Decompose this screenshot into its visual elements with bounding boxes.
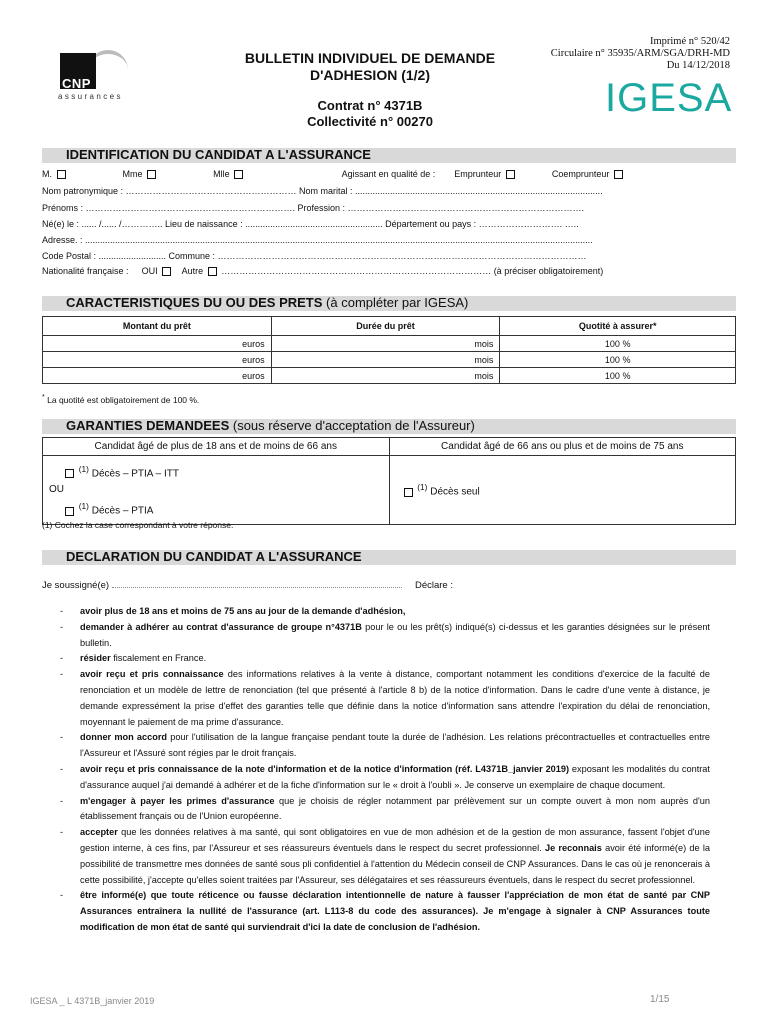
prets-title-text: CARACTERISTIQUES DU OU DES PRETS [66,295,323,310]
form-reference [520,36,730,72]
document-title [225,50,515,84]
list-item: - demander à adhérer au contrat d'assurance de groupe n°4371B pour le ou les prêt(s) indiqué(s) ci-dessus et les garanties désignées sur le présent bulletin. [60,621,710,648]
label-nationalite: Nationalité française : [42,266,129,276]
soussigne-field[interactable] [112,579,402,588]
header-quotite: Quotité à assurer* [500,317,736,336]
imprime-number: Imprimé n° 520/42 [649,36,730,47]
list-item: - avoir plus de 18 ans et moins de 75 ans au jour de la demande d'adhésion, [60,606,406,616]
label-oui: OUI [141,266,158,276]
label-coemprunteur: Coemprunteur [551,169,610,179]
label-mlle: Mlle [213,169,230,179]
montant-cell[interactable]: euros [43,336,272,352]
label-mme: Mme [122,169,143,179]
checkbox-deces-seul[interactable] [404,488,413,497]
list-item: - être informé(e) que toute réticence ou fausse déclaration intentionnelle de nature à fausser l'appréciation de mon état de santé par CNP Assurances entraînera la nullité de l'assurance (art. L113-8 du code des assurances). Je m'engage à signaler à CNP Assurances toute modification de mon état de santé qui surviendrait d'ici la date de conclusion de l'adhésion. [60,890,710,932]
checkbox-oui[interactable] [162,267,171,276]
footer-reference: IGESA _ L 4371B_janvier 2019 [30,996,155,1006]
option-deces-seul[interactable] [396,482,730,497]
garanties-footnote: (1) Cochez la case correspondant à votre réponse. [42,520,234,530]
checkbox-m[interactable] [57,170,66,179]
montant-cell[interactable]: euros [43,352,272,368]
page-number: 1/15 [650,994,670,1005]
option-label: Décès – PTIA – ITT [91,468,180,480]
label-soussigne: Je soussigné(e) [42,580,110,591]
prenoms-row[interactable]: Prénoms : ……………………………………………………………. Profession : ……………………………………………………………………. [42,203,585,213]
list-item: - avoir reçu et pris connaissance de la note d'information et de la notice d'information (réf. L4371B_janvier 2019) exposant les modalités du contrat d'assurance auquel j'ai demandé à adhérer et de la fiche d'information sur le « droit à l'oubli ». Je conserve un exemplaire de chaque document. [60,763,710,790]
garanties-col1-options [43,456,390,525]
prets-table-header [43,317,736,336]
label-emprunteur: Emprunteur [454,169,502,179]
adresse-row[interactable]: Adresse. : ........................................................................................................................................................................................................... [42,235,593,245]
nationalite-row [42,266,603,276]
checkbox-deces-ptia-itt[interactable] [65,469,74,478]
garanties-col2-header: Candidat âgé de 66 ans ou plus et de moins de 75 ans [389,438,736,456]
option-deces-ptia-itt[interactable] [49,461,383,482]
list-item: - donner mon accord pour l'utilisation de la langue française pendant toute la durée de l'adhésion. Les relations précontractuelles et contractuelles entre l'Assureur et l'Assuré sont régies par le droit français. [60,732,710,759]
soussigne-row [42,579,453,591]
declaration-title: DECLARATION DU CANDIDAT A L'ASSURANCE [66,549,362,564]
list-item: - m'engager à payer les primes d'assurance que je choisis de régler notamment par prélèvement sur un compte ouvert à mon nom auprès d'un établissement français ou de l'Union européenne. [60,795,711,822]
table-row [43,368,736,384]
label-declare: Déclare : [414,580,453,591]
circulaire-number: Circulaire n° 35935/ARM/SGA/DRH-MD [550,48,730,59]
duree-cell[interactable]: mois [271,368,500,384]
table-row [43,352,736,368]
list-item: - avoir reçu et pris connaissance des informations relatives à la vente à distance, comportant notamment les conditions d'exercice de la faculté de renonciation et un modèle de lettre de renonciation (tel que présenté à l'article 8 b) de la notice d'information. Dans le cadre d'une vente à distance, je demande expressément la prise d'effet des garanties telle que définie dans la notice d'information sans attendre l'expiration du délai de renonciation, moyennant le paiement de ma prime d'assurance. [60,669,710,727]
identification-title: IDENTIFICATION DU CANDIDAT A L'ASSURANCE [66,147,371,162]
ou-label: OU [49,484,64,496]
option-label: Décès – PTIA [91,505,154,517]
header-duree: Durée du prêt [271,317,500,336]
igesa-logo: IGESA [605,76,733,120]
garanties-options-row [43,456,736,525]
duree-cell[interactable]: mois [271,336,500,352]
note-text: La quotité est obligatoirement de 100 %. [47,394,200,405]
checkbox-emprunteur[interactable] [506,170,515,179]
cnp-logo [50,48,130,108]
title-line-2: D'ADHESION (1/2) [309,67,430,83]
checkbox-autre[interactable] [208,267,217,276]
declaration-list [60,604,710,936]
garanties-col1-header: Candidat âgé de plus de 18 ans et de moins de 66 ans [43,438,390,456]
checkbox-deces-ptia[interactable] [65,507,74,516]
option-sup: (1) [417,482,428,493]
code-postal-row[interactable]: Code Postal : ........................... Commune : …………………………………………………………………………………………………………… [42,251,587,261]
list-item: - résider fiscalement en France. [60,653,207,664]
garanties-title-text: GARANTIES DEMANDEES [66,418,230,433]
list-item: - accepter que les données relatives à ma santé, qui sont obligatoires en vue de mon adhésion et de la gestion de mon assurance, fassent l'objet d'une gestion interne, à ces fins, par l'Assureur et ses réassureurs éventuels dans le respect du secret professionnel. Je reconnais avoir été informé(e) de la possibilité de transmettre mes données de santé sous pli confidentiel à l'attention du Médecin conseil de CNP Assurances. Dans le cas où je renoncerais à cette possibilité, j'accepte qu'elles soient traitées par l'Assureur, ses délégataires et ses réassureurs éventuels, dans le respect du secret professionnel. [60,827,710,885]
note-star: * [42,393,45,401]
title-line-1: BULLETIN INDIVIDUEL DE DEMANDE [244,50,496,66]
option-sup: (1) [78,464,89,474]
prets-table [42,316,736,384]
collectivite-number: Collectivité n° 00270 [307,114,433,129]
option-deces-ptia[interactable] [49,498,383,519]
form-date: Du 14/12/2018 [666,60,730,71]
logo-subtext: assurances [58,92,123,101]
duree-cell[interactable]: mois [271,352,500,368]
checkbox-mlle[interactable] [234,170,243,179]
logo-text: CNP [62,76,91,91]
garanties-title-suffix: (sous réserve d'acceptation de l'Assureur) [232,418,475,433]
quotite-note [42,393,199,405]
garanties-title [66,418,475,433]
table-row [43,336,736,352]
garanties-table [42,437,736,525]
civility-row [42,169,736,179]
garanties-header-row [43,438,736,456]
autre-field[interactable]: ……………………………………………………………………………… (à préciser obligatoirement) [221,266,604,276]
quotite-cell: 100 % [500,368,736,384]
option-sup: (1) [78,501,89,512]
label-m: M. [42,169,52,179]
quotite-cell: 100 % [500,352,736,368]
nom-row[interactable]: Nom patronymique : ………………………………………………… Nom marital : ................................................................................................... [42,186,603,196]
checkbox-mme[interactable] [147,170,156,179]
garanties-col2-options [389,456,736,525]
quotite-cell: 100 % [500,336,736,352]
contract-info [250,98,490,130]
prets-title-suffix: (à compléter par IGESA) [326,295,469,310]
label-agissant: Agissant en qualité de : [341,169,436,179]
contract-number: Contrat n° 4371B [317,98,423,113]
prets-title [66,295,468,310]
naissance-row[interactable]: Né(e) le : ...... /...... /………….. Lieu de naissance : ....................................................... Département ou pays : ………………………. ….. [42,219,579,229]
option-label: Décès seul [430,486,480,498]
label-autre: Autre [181,266,204,276]
montant-cell[interactable]: euros [43,368,272,384]
header-montant: Montant du prêt [43,317,272,336]
checkbox-coemprunteur[interactable] [614,170,623,179]
